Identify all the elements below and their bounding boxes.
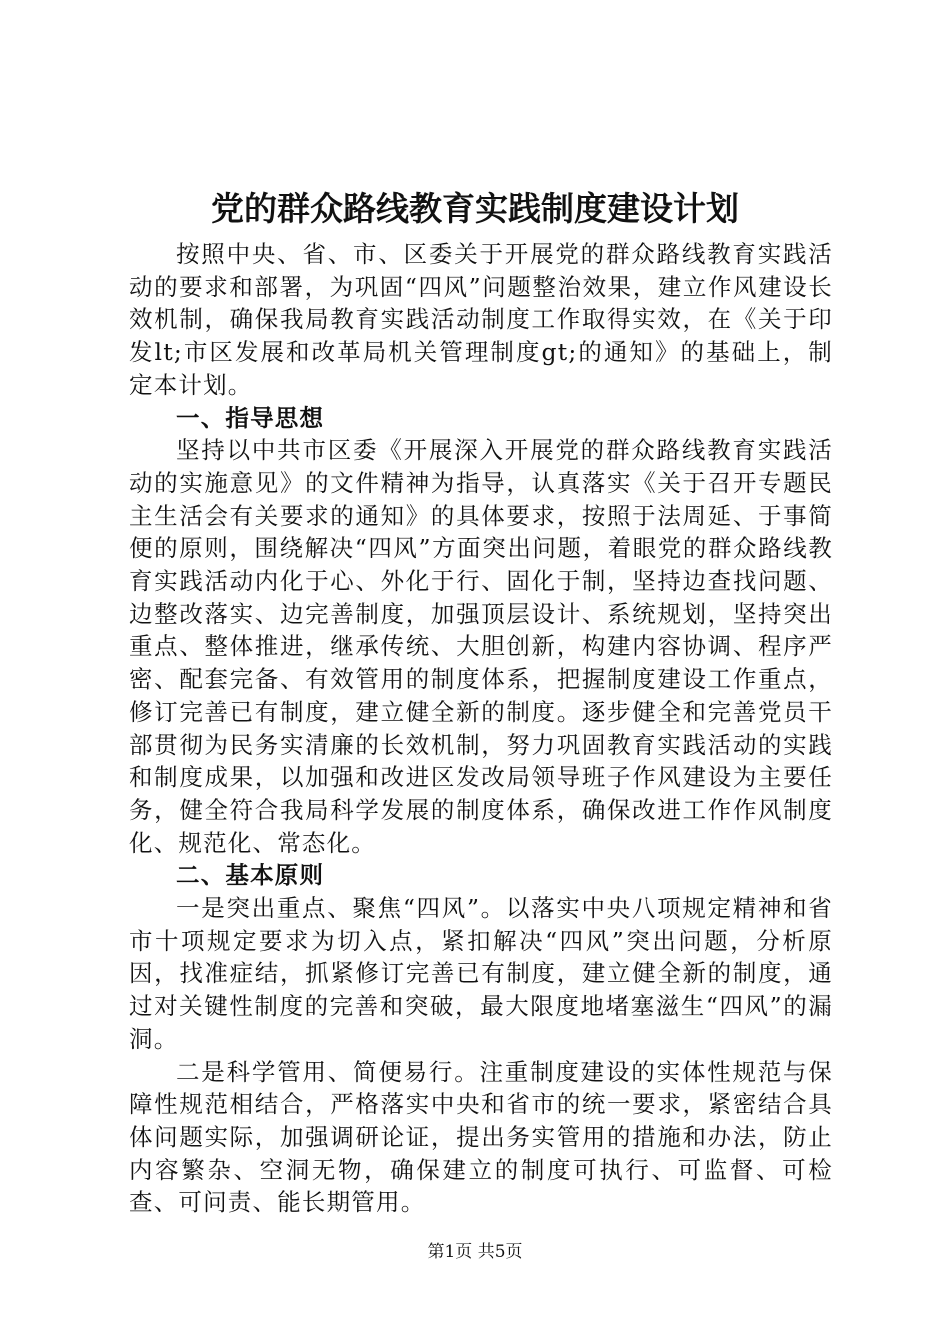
principle-one-paragraph: 一是突出重点、聚焦“四风”。以落实中央八项规定精神和省市十项规定要求为切入点，紧扣解决“四风”突出问题，分析原因，找准症结，抓紧修订完善已有制度，建立健全新的制度，通过对关键性制度的完善和突破，最大限度地堵塞滋生“四风”的漏洞。 — [129, 894, 833, 1053]
document-body — [129, 238, 833, 1219]
intro-paragraph: 按照中央、省、市、区委关于开展党的群众路线教育实践活动的要求和部署，为巩固“四风”问题整治效果，建立作风建设长效机制，确保我局教育实践活动制度工作取得实效，在《关于印发lt;市区发展和改革局机关管理制度gt;的通知》的基础上，制定本计划。 — [129, 240, 833, 399]
page-number-footer: 第1页 共5页 — [427, 1242, 523, 1262]
guiding-ideology-paragraph: 坚持以中共市区委《开展深入开展党的群众路线教育实践活动的实施意见》的文件精神为指导，认真落实《关于召开专题民主生活会有关要求的通知》的具体要求，按照于法周延、于事简便的原则，围绕解决“四风”方面突出问题，着眼党的群众路线教育实践活动内化于心、外化于行、固化于制，坚持边查找问题、边整改落实、边完善制度，加强顶层设计、系统规划，坚持突出重点、整体推进，继承传统、大胆创新，构建内容协调、程序严密、配套完备、有效管用的制度体系，把握制度建设工作重点，修订完善已有制度，建立健全新的制度。逐步健全和完善党员干部贯彻为民务实清廉的长效机制，努力巩固教育实践活动的实践和制度成果，以加强和改进区发改局领导班子作风建设为主要任务，健全符合我局科学发展的制度体系，确保改进工作作风制度化、规范化、常态化。 — [129, 436, 833, 857]
principle-two-paragraph: 二是科学管用、简便易行。注重制度建设的实体性规范与保障性规范相结合，严格落实中央和省市的统一要求，紧密结合具体问题实际，加强调研论证，提出务实管用的措施和办法，防止内容繁杂、空洞无物，确保建立的制度可执行、可监督、可检查、可问责、能长期管用。 — [129, 1057, 833, 1217]
section-heading-guiding-ideology: 一、指导思想 — [176, 403, 325, 432]
section-heading-basic-principles: 二、基本原则 — [176, 861, 325, 890]
document-title: 党的群众路线教育实践制度建设计划 — [211, 189, 739, 228]
